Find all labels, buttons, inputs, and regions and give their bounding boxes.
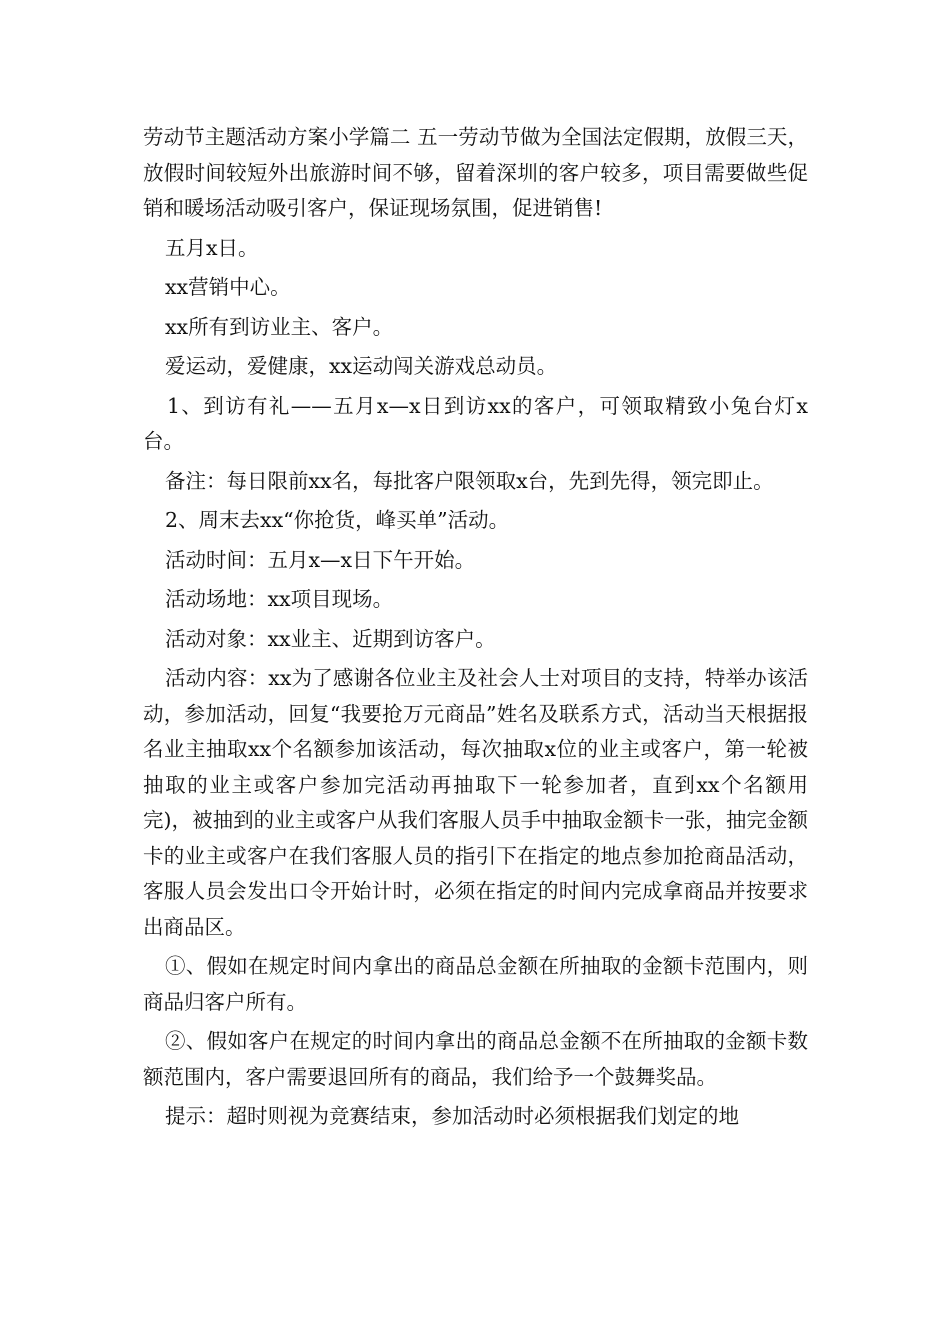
paragraph-tip: 提示：超时则视为竞赛结束，参加活动时必须根据我们划定的地 xyxy=(165,1104,739,1128)
paragraph-date: 五月x日。 xyxy=(165,235,259,260)
paragraph-rule-1: ①、假如在规定时间内拿出的商品总金额在所抽取的金额卡范围内，则商品归客户所有。 xyxy=(143,954,808,1014)
paragraph-activity-target: 活动对象：xx业主、近期到访客户。 xyxy=(165,626,496,651)
paragraph-activity-location: 活动场地：xx项目现场。 xyxy=(165,587,394,611)
document-body xyxy=(143,120,808,1135)
paragraph-audience: xx所有到访业主、客户。 xyxy=(165,314,394,339)
paragraph-activity-content: 活动内容：xx为了感谢各位业主及社会人士对项目的支持，特举办该活动，参加活动，回复“我要抢万元商品”姓名及联系方式，活动当天根据报名业主抽取xx个名额参加该活动，每次抽取x位的业主或客户，第一轮被抽取的业主或客户参加完活动再抽取下一轮参加者，直到xx个名额用完)，被抽到的业主或客户从我们客服人员手中抽取金额卡一张，抽完金额卡的业主或客户在我们客服人员的指引下在指定的地点参加抢商品活动，客服人员会发出口令开始计时，必须在指定的时间内完成拿商品并按要求出商品区。 xyxy=(143,666,808,939)
paragraph-venue: xx营销中心。 xyxy=(165,275,291,299)
paragraph-item-2: 2、周末去xx“你抢货，峰买单”活动。 xyxy=(165,508,510,532)
paragraph-item-1: 1、到访有礼——五月x—x日到访xx的客户，可领取精致小兔台灯x台。 xyxy=(143,393,808,453)
paragraph-activity-time: 活动时间：五月x—x日下午开始。 xyxy=(165,547,476,572)
paragraph-note: 备注：每日限前xx名，每批客户限领取x台，先到先得，领完即止。 xyxy=(165,468,774,493)
paragraph-intro: 劳动节主题活动方案小学篇二 五一劳动节做为全国法定假期，放假三天，放假时间较短外出旅游时间不够，留着深圳的客户较多，项目需要做些促销和暖场活动吸引客户，保证现场氛围，促进销售! xyxy=(143,125,808,220)
paragraph-rule-2: ②、假如客户在规定的时间内拿出的商品总金额不在所抽取的金额卡数额范围内，客户需要退回所有的商品，我们给予一个鼓舞奖品。 xyxy=(143,1029,808,1089)
paragraph-theme: 爱运动，爱健康，xx运动闯关游戏总动员。 xyxy=(165,354,558,378)
